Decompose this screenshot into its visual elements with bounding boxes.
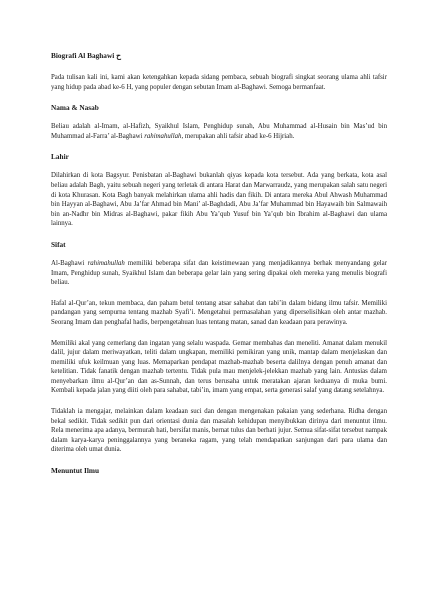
section-heading: Menuntut Ilmu xyxy=(51,466,100,476)
section-paragraph xyxy=(51,171,387,229)
paragraph-text: Beliau adalah al-Imam, al-Hafizh, Syaikhul Islam, Penghidup sunah, Abu Muhammad al-Husain bin Mas’ud bin Muhammad al-Farra’ al-Baghawi xyxy=(51,123,387,140)
paragraph-text: , merupakan ahli tafsir abad ke-6 Hijriah. xyxy=(181,132,295,140)
paragraph-text: memiliki beberapa sifat dan keistimewaan yang menjadikannya berhak menyandang gelar Imam, Penghidup sunah, Syaikhul Islam dan beberapa gelar lain yang sering dipakai oleh mereka yang menulis biografi beliau. xyxy=(51,259,387,287)
paragraph-italic: rahimahullah xyxy=(144,132,182,140)
section-menuntut-ilmu xyxy=(51,466,387,475)
section-paragraph xyxy=(51,407,387,455)
section-paragraph xyxy=(51,259,387,288)
section-lahir xyxy=(51,152,387,229)
document-title: Biografi Al Baghawi ﺡ xyxy=(51,51,121,60)
paragraph-italic: rahimahullah xyxy=(87,259,125,267)
section-paragraph xyxy=(51,122,387,141)
section-heading: Nama & Nasab xyxy=(51,103,99,113)
section-heading: Sifat xyxy=(51,239,66,249)
section-sifat xyxy=(51,240,387,455)
section-paragraph xyxy=(51,299,387,328)
paragraph-text: Dilahirkan di kota Bagsyur. Penisbatan al-Baghawi bukanlah qiyas kepada kota tersebut. Ada yang berkata, kota asal beliau adalah Bagh, yaitu sebuah negeri yang terletak di antara Harat dan Marwarraudz, yang merupakan salah satu negeri di kota Khurasan. Kota Bagh banyak melahirkan ulama ahli hadis dan fikih. Di antara mereka Abul Ahwash Muhammad bin Hayyan al-Baghawi, Abu Ja’far Ahmad bin Mani’ al-Baghdadi, Abu Ja’far Muhammad bin Hayawaih bin Salmawaih bin an-Nadhr bin Midras al-Baghawi, pakar fikih Abu Ya’qub Yusuf bin Ya’qub bin Ibrahim al-Baghawi dan ulama lainnya. xyxy=(51,172,387,228)
intro-paragraph: Pada tulisan kali ini, kami akan ketengahkan kepada sidang pembaca, sebuah biografi singkat seorang ulama ahli tafsir yang hidup pada abad ke-6 H, yang populer dengan sebutan Imam al-Baghawi. Semoga bermanfaat. xyxy=(51,74,387,91)
paragraph-text: Hafal al-Qur’an, tekun membaca, dan paham betul tentang atsar sahabat dan tabi’in dalam bidang ilmu tafsir. Memiliki pandangan yang sempurna tentang mazhab Syafi’i. Mengetahui permasalahan yang diperselisihkan oleh antar mazhab. Seorang Imam dan penghafal hadis, berpengetahuan luas tentang matan, sanad dan keadaan para perawinya. xyxy=(51,299,387,326)
paragraph-text: Tidaklah ia mengajar, melainkan dalam keadaan suci dan dengan mengenakan pakaian yang sederhana. Ridha dengan bekal sedikit. Tidak sedikit pun dari orientasi dunia dan masalah kehidupan menyibukkan dirinya dari menuntut ilmu. Rela menerima apa adanya, bermurah hati, bersifat manis, bernat tulus dan berhati jujur. Semua sifat-sifat tersebut nampak dalam karya-karya peninggalannya yang beraneka ragam, yang telah mendapatkan sanjungan dari para ulama dan diterima oleh umat dunia. xyxy=(51,408,387,454)
paragraph-text: Al-Baghawi xyxy=(51,259,88,267)
section-heading: Lahir xyxy=(51,152,69,162)
section-nama-nasab xyxy=(51,103,387,141)
paragraph-text: Memiliki akal yang cemerlang dan ingatan yang selalu waspada. Gemar membahas dan meneliti. Amanat dalam menukil dalil, jujur dalam meriwayatkan, teliti dalam ungkapan, memiliki pemikiran yang unik, mantap dalam menjelaskan dan memiliki ufuk keilmuan yang luas. Memaparkan pendapat mazhab-mazhab beserta dalilnya dengan penuh amanat dan ketelitian. Tidak fanatik dengan mazhab tertentu. Tidak pula mau menjelek-jelekkan mazhab yang lain. Antusias dalam menyebarkan ilmu al-Qur’an dan as-Sunnah, dan terus berusaha untuk meratakan ajaran keduanya di muka bumi. Kembali kepada jalan yang diiti oleh para sahabat, tabi’in, imam yang empat, serta generasi salaf yang datang setelahnya. xyxy=(51,339,387,395)
section-paragraph xyxy=(51,339,387,397)
